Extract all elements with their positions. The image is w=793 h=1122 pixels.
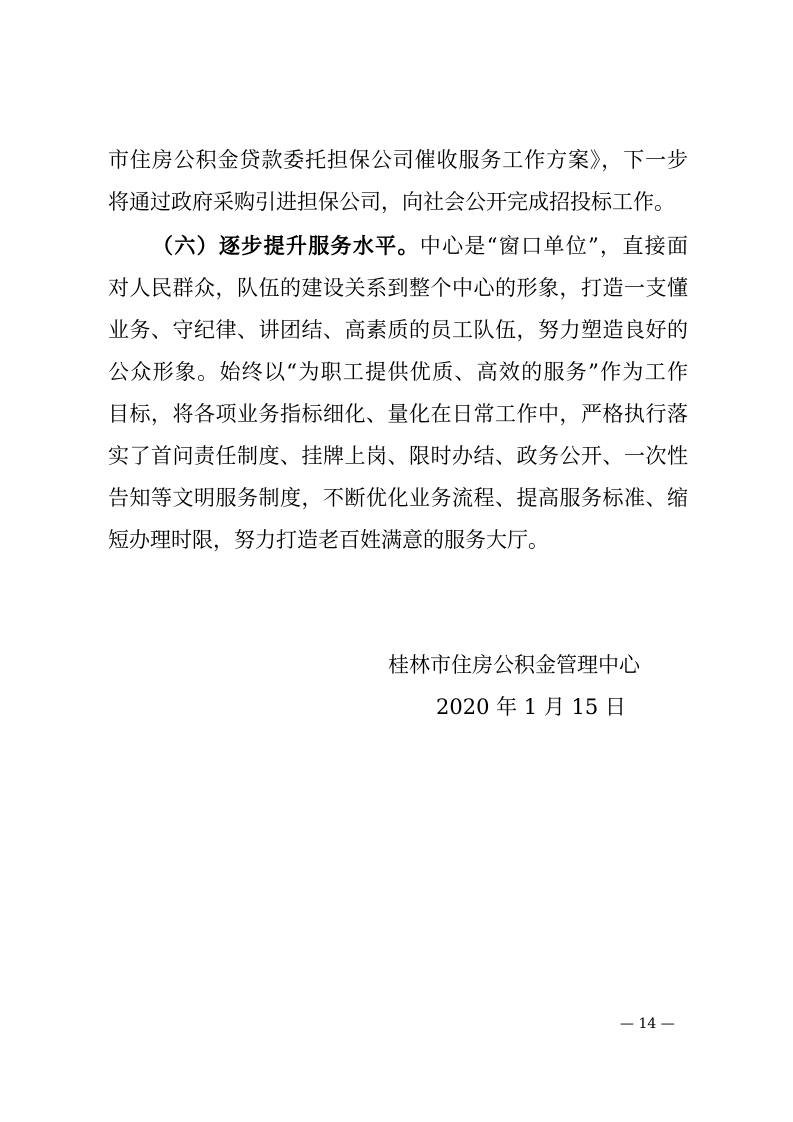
signature-organization: 桂林市住房公积金管理中心: [388, 653, 640, 677]
paragraph-line: 目标，将各项业务指标细化、量化在日常工作中，严格执行落: [108, 402, 688, 426]
paragraph-line: 公众形象。始终以“为职工提供优质、高效的服务”作为工作: [108, 360, 688, 384]
paragraph-line: 对人民群众，队伍的建设关系到整个中心的形象，打造一支懂: [108, 276, 688, 300]
section-heading-line: [152, 227, 688, 265]
paragraph-line: 告知等文明服务制度，不断优化业务流程、提高服务标准、缩: [108, 486, 688, 510]
signature-date: 2020 年 1 月 15 日: [436, 695, 626, 719]
section-heading: （六）逐步提升服务水平。: [152, 233, 420, 258]
paragraph-line: 将通过政府采购引进担保公司，向社会公开完成招投标工作。: [108, 190, 675, 214]
paragraph-line: 市住房公积金贷款委托担保公司催收服务工作方案》，下一步: [108, 148, 688, 172]
paragraph-line: 短办理时限，努力打造老百姓满意的服务大厅。: [108, 528, 549, 552]
paragraph-line: 业务、守纪律、讲团结、高素质的员工队伍，努力塑造良好的: [108, 318, 688, 342]
paragraph-text: 中心是“窗口单位”，直接面: [419, 234, 688, 258]
page-number: — 14 —: [620, 1016, 675, 1032]
paragraph-line: 实了首问责任制度、挂牌上岗、限时办结、政务公开、一次性: [108, 444, 688, 468]
